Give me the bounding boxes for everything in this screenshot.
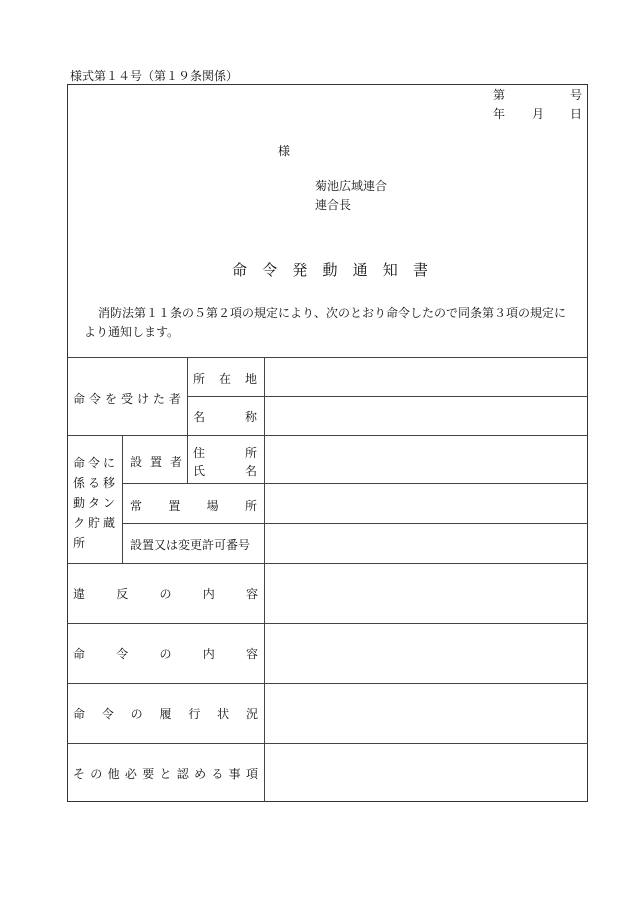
- label-char: 置: [149, 455, 162, 469]
- rule: [122, 435, 123, 563]
- label-char: た: [152, 392, 165, 406]
- label-char: 状: [217, 707, 230, 721]
- label-char: 者: [169, 455, 182, 469]
- label-char: 常: [130, 499, 143, 513]
- order-content-value-cell[interactable]: [265, 624, 587, 683]
- form-number: 様式第１４号（第１９条関係）: [70, 69, 239, 83]
- label-char: 動: [322, 261, 338, 279]
- label-char: 命: [73, 647, 86, 661]
- label-char: 項: [245, 767, 258, 781]
- label-char: 認: [176, 767, 189, 781]
- label-char: 令: [88, 392, 101, 406]
- label-char: 住: [193, 446, 206, 460]
- label-char: め: [194, 767, 207, 781]
- date-year: 年: [493, 107, 506, 121]
- label-char: 知: [382, 261, 398, 279]
- label-char: と: [159, 767, 172, 781]
- label-char: 他: [107, 767, 120, 781]
- number-suffix: 号: [570, 88, 583, 102]
- date-month: 月: [532, 107, 545, 121]
- label-char: 況: [245, 707, 258, 721]
- label-char: 命: [232, 261, 248, 279]
- date-day: 日: [570, 107, 583, 121]
- label-char: の: [130, 707, 143, 721]
- recipient-label: [73, 390, 181, 407]
- label-char: 称: [244, 410, 257, 424]
- label-char: 発: [292, 261, 308, 279]
- name-label: [193, 408, 257, 425]
- compliance-value-cell[interactable]: [265, 684, 587, 743]
- tank-label-line: 動タン: [73, 496, 119, 510]
- compliance-label: [73, 705, 258, 722]
- order-content-label: [73, 645, 258, 662]
- body-text: 消防法第１１条の５第２項の規定により、次のとおり命令したので同条第３項の規定により通知します。: [84, 306, 567, 339]
- label-char: 令: [101, 707, 114, 721]
- label-char: 場: [206, 499, 219, 513]
- label-char: 令: [262, 261, 278, 279]
- label-char: 事: [228, 767, 241, 781]
- label-char: 所: [244, 499, 257, 513]
- label-char: 内: [202, 587, 215, 601]
- label-char: 行: [188, 707, 201, 721]
- address-label: [193, 370, 257, 387]
- tank-label-line: ク貯蔵: [73, 516, 119, 530]
- label-char: 必: [124, 767, 137, 781]
- installer-value-cell[interactable]: [265, 436, 587, 483]
- label-char: 所: [244, 446, 257, 460]
- label-char: 氏: [193, 464, 206, 478]
- name-value-cell[interactable]: [265, 397, 587, 435]
- label-char: 内: [202, 647, 215, 661]
- label-char: る: [211, 767, 224, 781]
- label-char: 違: [73, 587, 86, 601]
- tank-label-line: 係る移: [73, 476, 119, 490]
- installer-label: [130, 453, 182, 470]
- violation-label: [73, 585, 258, 602]
- label-char: 名: [244, 464, 257, 478]
- label-char: 要: [142, 767, 155, 781]
- issuer-org: 菊池広域連合: [315, 179, 388, 193]
- label-char: け: [136, 392, 149, 406]
- label-char: 受: [120, 392, 133, 406]
- label-char: 容: [245, 587, 258, 601]
- tank-label-line: 命令に: [73, 456, 119, 470]
- addressee-suffix: 様: [278, 144, 291, 158]
- tank-label: [73, 453, 118, 553]
- other-label: [73, 765, 258, 782]
- label-char: 所: [193, 372, 206, 386]
- label-char: 置: [168, 499, 181, 513]
- label-char: の: [159, 647, 172, 661]
- issuer-title: 連合長: [315, 198, 352, 212]
- permit-number-value-cell[interactable]: [265, 524, 587, 563]
- label-char: 反: [116, 587, 129, 601]
- permit-number-label: 設置又は変更許可番号: [130, 538, 251, 552]
- label-char: 通: [352, 261, 368, 279]
- label-char: を: [104, 392, 117, 406]
- installer-address-label: [193, 444, 257, 461]
- label-char: 書: [412, 261, 428, 279]
- label-char: の: [159, 587, 172, 601]
- label-char: 者: [168, 392, 181, 406]
- rule: [187, 357, 188, 483]
- body-paragraph: [84, 304, 574, 342]
- tank-label-line: 所: [73, 536, 89, 550]
- label-char: 令: [116, 647, 129, 661]
- other-value-cell[interactable]: [265, 744, 587, 801]
- storage-place-label: [130, 497, 257, 514]
- installer-name-label: [193, 462, 257, 479]
- label-char: 履: [159, 707, 172, 721]
- violation-value-cell[interactable]: [265, 564, 587, 623]
- label-char: 容: [245, 647, 258, 661]
- address-value-cell[interactable]: [265, 358, 587, 396]
- label-char: そ: [73, 767, 86, 781]
- label-char: 名: [193, 410, 206, 424]
- label-char: 命: [73, 707, 86, 721]
- number-prefix: 第: [493, 88, 506, 102]
- label-char: 在: [218, 372, 231, 386]
- label-char: 命: [73, 392, 86, 406]
- label-char: 設: [130, 455, 143, 469]
- label-char: 地: [244, 372, 257, 386]
- document-title: [232, 259, 428, 280]
- label-char: の: [90, 767, 103, 781]
- storage-place-value-cell[interactable]: [265, 484, 587, 523]
